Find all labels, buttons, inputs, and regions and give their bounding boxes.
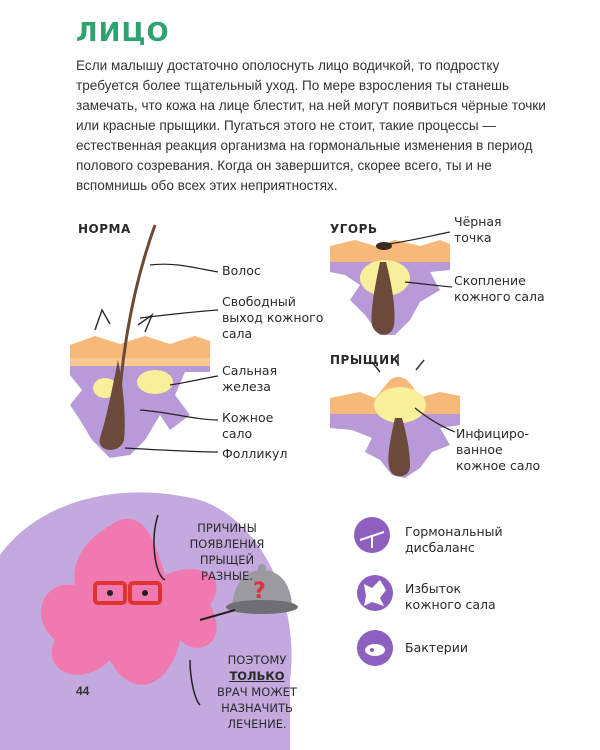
bacteria-icon [357,630,393,666]
bubble-causes-line1: ПРИЧИНЫ [197,521,257,535]
bubble-doctor-line3: ВРАЧ МОЖЕТ [217,685,297,699]
norma-skin-diagram [70,225,218,458]
pryshchik-header: ПРЫЩИК [330,353,401,367]
norma-header: НОРМА [78,222,131,236]
label-gland-1: Сальная [222,363,278,378]
cause-1-line2: дисбаланс [405,540,475,555]
label-free-exit-2: выход кожного [222,310,324,325]
label-accum-1: Скопление [454,273,526,288]
label-infected-3: кожное сало [456,458,541,473]
bubble-doctor-line1: ПОЭТОМУ [227,653,287,667]
cause-2-line1: Избыток [405,581,462,596]
bubble-doctor-line4: НАЗНАЧИТЬ ЛЕЧЕНИЕ. [221,701,293,731]
ugor-skin-diagram [330,232,452,335]
cause-3-line1: Бактерии [405,640,468,655]
label-free-exit-3: сала [222,326,253,341]
label-follicle: Фолликул [222,446,288,461]
svg-text:?: ? [253,579,266,604]
bubble-causes-line4: РАЗНЫЕ. [201,569,253,583]
bubble-doctor [192,652,322,732]
label-infected-1: Инфициро- [456,426,530,441]
label-free-exit-1: Свободный [222,294,296,309]
label-black-dot-1: Чёрная [454,214,502,229]
label-gland-2: железа [222,379,271,394]
bubble-causes [172,520,282,584]
label-infected-2: ванное [456,442,503,457]
intro-paragraph: Если малышу достаточно ополоснуть лицо водичкой, то подростку требуется более тщательный уход. По мере взросления ты станешь замечать, что кожа на лице блестит, на ней могут появиться чёрные точки или красные прыщики. Пугаться этого не стоит, такие процессы — естественная реакция организма на гормональные изменения в период полового созревания. Когда он завершится, скорее всего, ты и не вспомнишь обо всех этих неприятностях. [76,58,546,193]
cause-2-line2: кожного сала [405,597,496,612]
bubble-doctor-line2: ТОЛЬКО [229,669,285,683]
ugor-header: УГОРЬ [330,222,378,236]
bubble-causes-line3: ПРЫЩЕЙ [199,553,255,567]
label-sebum-2: сало [222,426,253,441]
label-black-dot-2: точка [454,230,492,245]
bubble-causes-line2: ПОЯВЛЕНИЯ [189,537,265,551]
label-sebum-1: Кожное [222,410,274,425]
cause-1-line1: Гормональный [405,524,503,539]
page-number: 44 [76,684,90,698]
label-hair: Волос [222,263,261,278]
page-title: ЛИЦО [76,18,170,48]
sebum-blob-icon [357,575,393,611]
scales-icon [354,517,390,553]
pryshchik-skin-diagram [330,354,460,478]
label-accum-2: кожного сала [454,289,545,304]
